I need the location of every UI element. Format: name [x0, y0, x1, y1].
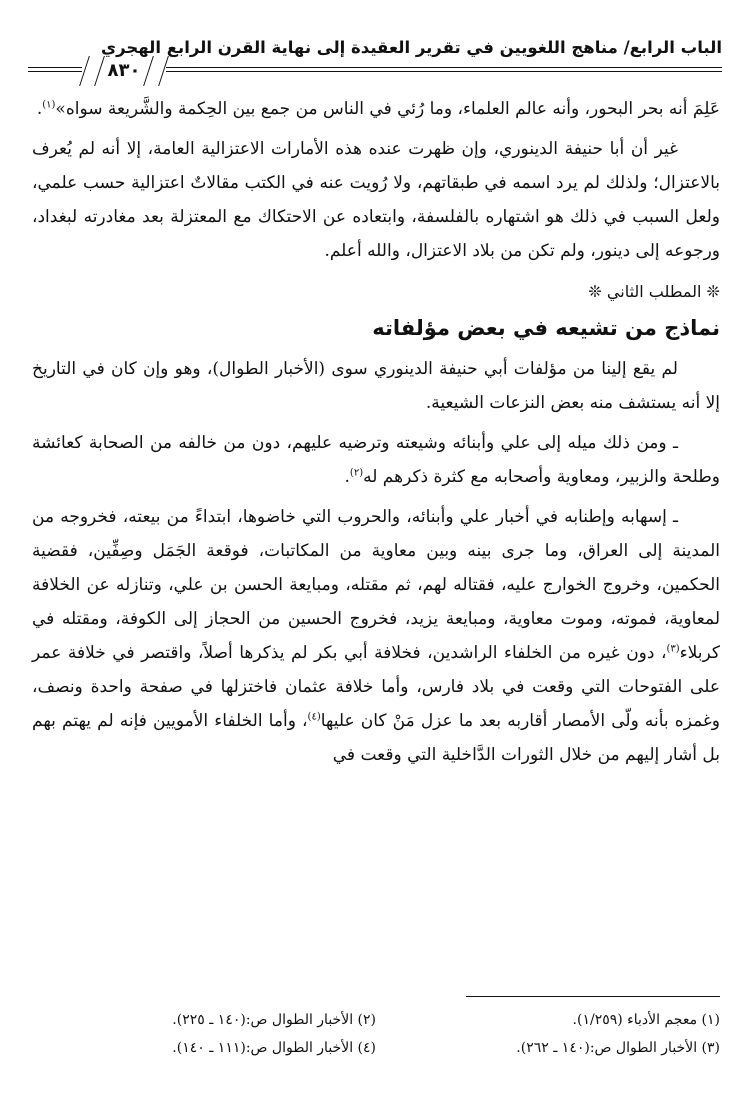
paragraph-tail: .: [36, 99, 43, 119]
paragraph-text: ، دون غيره من الخلفاء الراشدين، فخلافة أبي بكر لم يذكرها أصلاً، واقتصر في خلافة عمر على الفتوحات التي وقعت في بلاد فارس، وأما خلافة عثمان فاختزلها في صفحة واحدة ونصف، وغمزه بأنه ولّى الأمصار أقاربه بعد ما عزل مَنْ كان عليها: [32, 643, 720, 731]
running-header: [28, 30, 722, 86]
footnote-3: (٣) الأخبار الطوال ص:(١٤٠ ـ ٢٦٢).: [516, 1040, 720, 1056]
paragraph-text: عَلِمَ أنه بحر البحور، وأنه عالم العلماء، وما رُئي في الناس من جمع بين الحِكمة والشَّريعة سواه»: [55, 99, 720, 119]
paragraph-text: ـ إسهابه وإطنابه في أخبار علي وأبنائه، والحروب التي خاضوها، ابتداءً من بيعته، فخروجه من المدينة إلى العراق، وما جرى بينه وبين معاوية من المكاتبات، فوقعة الجَمَل وصِفِّين، فقضية الحكمين، وخروج الخوارج عليه، فقتاله لهم، ثم مقتله، ومبايعة الحسن بن علي، وتنازله عن الخلافة لمعاوية، فموته، وموت معاوية، ومبايعة يزيد، فخروج الحسين من الحجاز إلى الكوفة، ومقتله في كربلاء: [32, 507, 720, 663]
footnote-row: [32, 1034, 720, 1062]
footnote-marker-2[interactable]: (٢): [349, 467, 364, 479]
paragraph-text: ـ ومن ذلك ميله إلى علي وأبنائه وشيعته وترضيه عليهم، دون من خالفه من الصحابة كعائشة وطلحة والزبير، ومعاوية وأصحابه مع كثرة ذكرهم له: [32, 433, 720, 487]
paragraph-akhbar-tiwal: لم يقع إلينا من مؤلفات أبي حنيفة الدينوري سوى (الأخبار الطوال)، وهو وإن كان في التاريخ إلا أنه يستشف منه بعض النزعات الشيعية.: [32, 359, 720, 413]
footnote-row: [32, 1006, 720, 1034]
paragraph-quote-end: [32, 92, 720, 126]
paragraph-point-wars: [32, 500, 720, 772]
slash-ornament-right: [143, 56, 169, 86]
footnote-4: (٤) الأخبار الطوال ص:(١١١ ـ ١٤٠).: [172, 1040, 376, 1056]
footnote-marker-1[interactable]: (١): [42, 99, 56, 111]
section-heading: نماذج من تشيعه في بعض مؤلفاته: [372, 316, 720, 340]
paragraph-tail: .: [344, 467, 350, 487]
chapter-title: الباب الرابع/ مناهج اللغويين في تقرير العقيدة إلى نهاية القرن الرابع الهجري: [100, 38, 722, 57]
footnote-1: (١) معجم الأدباء (١/٢٥٩).: [572, 1012, 720, 1028]
footnote-marker-4[interactable]: (٤): [307, 711, 321, 723]
paragraph-text: ، وأما الخلفاء الأمويين فإنه لم يهتم بهم بل أشار إليهم من خلال الثورات الدَّاخلية التي وقعت في: [32, 711, 720, 765]
paragraph-point-ali: [32, 426, 720, 494]
section-label: ❊ المطلب الثاني ❊: [588, 282, 720, 301]
footnote-marker-3[interactable]: (٣): [666, 643, 680, 655]
footnote-2: (٢) الأخبار الطوال ص:(١٤٠ ـ ٢٢٥).: [172, 1012, 376, 1028]
footnotes: [32, 1006, 720, 1062]
page-number: ٨٣٠: [107, 60, 141, 81]
page-number-box: [82, 58, 166, 84]
slash-ornament-left: [79, 56, 105, 86]
footnote-separator: [466, 996, 720, 997]
page-body: [32, 92, 720, 778]
paragraph-dinawari-mutazila: غير أن أبا حنيفة الدينوري، وإن ظهرت عنده هذه الأمارات الاعتزالية العامة، إلا أنه لم يُعرف بالاعتزال؛ ولذلك لم يرد اسمه في طبقاتهم، ولا رُويت عنه في الكتب مقالاتٌ اعتزالية حسب علمي، ولعل السبب في ذلك هو اشتهاره بالفلسفة، وابتعاده عن الاحتكاك مع المعتزلة بعد مغادرته لبغداد، ورجوعه إلى دينور، ولم تكن من بلاد الاعتزال، والله أعلم.: [32, 139, 720, 261]
